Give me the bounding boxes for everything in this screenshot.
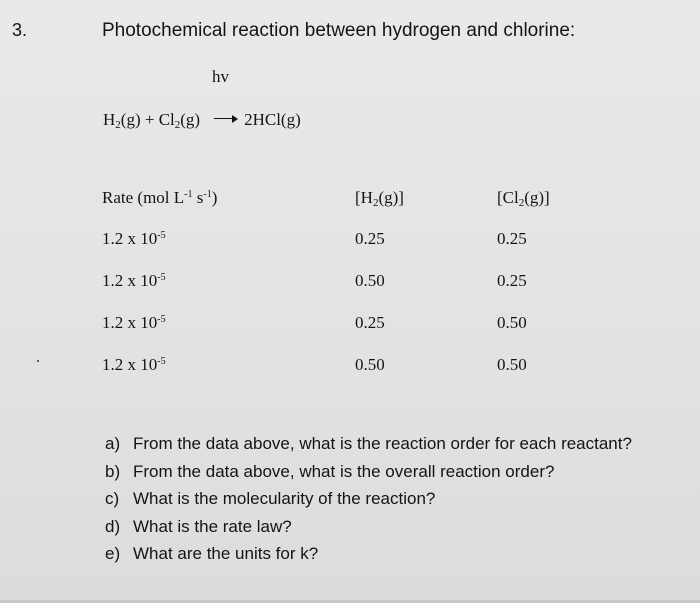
question-c: c) What is the molecularity of the reaction?	[105, 489, 436, 508]
header-h2-concentration: $[H_2(g)]$	[355, 188, 404, 209]
question-a: a) From the data above, what is the reaction order for each reactant?	[105, 434, 632, 453]
reactant-cl2-state: (g)	[180, 110, 201, 129]
stray-mark	[37, 360, 39, 362]
reaction-arrow-icon	[214, 114, 238, 124]
question-b: b) From the data above, what is the overall reaction order?	[105, 462, 555, 481]
table-row-1-h2: 0.25	[355, 229, 385, 248]
table-row-3-cl2: 0.50	[497, 313, 527, 332]
header-rate: Rate (mol $L^{-1}$ $s^{-1}$)	[102, 188, 218, 207]
table-row-1-cl2: 0.25	[497, 229, 527, 248]
question-e: e) What are the units for k?	[105, 544, 319, 563]
table-row-3-rate: 1.2 x $10^{-5}$	[102, 313, 166, 332]
table-row-3-h2: 0.25	[355, 313, 385, 332]
reactant-cl2-subscript: 2	[174, 119, 181, 131]
reaction-condition: hv	[212, 67, 229, 86]
table-row-4-h2: 0.50	[355, 355, 385, 374]
table-row-2-cl2: 0.25	[497, 271, 527, 290]
problem-title: Photochemical reaction between hydrogen and chlorine:	[102, 20, 576, 41]
reactant-h2-symbol: H	[103, 110, 116, 129]
reaction-equation	[103, 110, 301, 130]
reactant-h2-state-and-cl: (g) + Cl	[120, 110, 175, 129]
question-number: 3.	[12, 20, 28, 40]
table-row-4-rate: 1.2 x $10^{-5}$	[102, 355, 166, 374]
header-cl2-concentration: $[Cl_2(g)]$	[497, 188, 550, 209]
reactant-h2-subscript: 2	[115, 119, 121, 131]
question-d: d) What is the rate law?	[105, 517, 292, 536]
table-row-2-rate: 1.2 x $10^{-5}$	[102, 271, 166, 290]
table-row-2-h2: 0.50	[355, 271, 385, 290]
table-row-4-cl2: 0.50	[497, 355, 527, 374]
table-row-1-rate: 1.2 x $10^{-5}$	[102, 229, 166, 248]
product-hcl: 2HCl(g)	[244, 110, 301, 129]
